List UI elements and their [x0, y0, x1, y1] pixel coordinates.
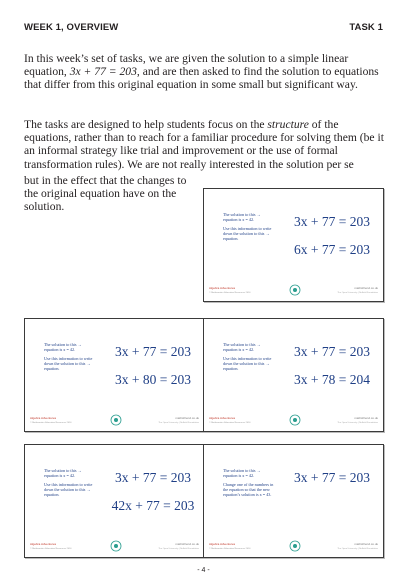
card-footer	[25, 537, 204, 550]
card-instructions	[223, 342, 275, 371]
card-fineprint: © Mathematics Education Resources 2016	[209, 548, 251, 550]
effect-paragraph: but in the effect that the changes to the original equation have on the solution.	[24, 174, 187, 214]
card-footer	[204, 411, 383, 424]
card-brand: Algebra Adventures	[209, 286, 236, 290]
card-instruction-text: Use this information to write down the solution to this → equation.	[44, 355, 93, 372]
design-emphasis: structure	[267, 118, 309, 131]
card-equation-top: 3x + 77 = 203	[115, 470, 191, 485]
card-line-2: equation is x = 42.	[223, 473, 255, 479]
card-instructions	[223, 212, 275, 241]
card-equation-top: 3x + 77 = 203	[294, 470, 370, 485]
card-line-2: equation is x = 42.	[44, 473, 76, 479]
card-line-1: The solution to this →	[44, 342, 82, 347]
card-fineprint: © Mathematics Education Resources 2016	[209, 292, 251, 294]
task-card-3	[203, 318, 384, 432]
circle-logo-icon	[110, 540, 122, 552]
card-site-fineprint: The Open University | Nuffield Foundation	[337, 292, 378, 294]
card-site: mathsfriend.co.uk	[354, 286, 378, 290]
card-instruction-text: Use this information to write down the solution to this → equation.	[223, 355, 272, 372]
card-site-fineprint: The Open University | Nuffield Foundation	[158, 548, 199, 550]
circle-logo-icon	[289, 284, 301, 296]
card-brand: Algebra Adventures	[209, 416, 236, 420]
card-instruction-text: Use this information to write down the solution to this → equation.	[44, 481, 93, 498]
design-text-2: of the equations, rather than to reach for a familiar procedure for solving them (be it an informal strategy like trial and improvement or the use of formal transformation rules). We are not really interested in the solution per se	[24, 118, 384, 171]
intro-text-2: , and are then asked to find the solution to equations that differ from this original equation in some small but significant way.	[24, 65, 379, 92]
card-equation-top: 3x + 77 = 203	[294, 214, 370, 229]
card-brand: Algebra Adventures	[30, 542, 57, 546]
card-line-1: The solution to this →	[223, 468, 261, 473]
card-site: mathsfriend.co.uk	[354, 416, 378, 420]
task-label: TASK 1	[349, 22, 383, 33]
card-site-fineprint: The Open University | Nuffield Foundation	[337, 548, 378, 550]
card-fineprint: © Mathematics Education Resources 2016	[30, 548, 72, 550]
intro-equation: 3x + 77 = 203	[69, 65, 137, 79]
card-equation-bottom: 3x + 78 = 204	[294, 372, 370, 387]
card-site: mathsfriend.co.uk	[354, 542, 378, 546]
card-site-fineprint: The Open University | Nuffield Foundation	[158, 422, 199, 424]
task-card-4	[24, 444, 205, 558]
card-fineprint: © Mathematics Education Resources 2016	[209, 422, 251, 424]
card-line-2: equation is x = 42.	[223, 347, 255, 353]
task-card-5	[203, 444, 384, 558]
circle-logo-icon	[289, 540, 301, 552]
card-site: mathsfriend.co.uk	[175, 416, 199, 420]
card-equation-top: 3x + 77 = 203	[294, 344, 370, 359]
card-site: mathsfriend.co.uk	[175, 542, 199, 546]
card-brand: Algebra Adventures	[209, 542, 236, 546]
card-equation-bottom: 6x + 77 = 203	[294, 242, 370, 257]
card-brand: Algebra Adventures	[30, 416, 57, 420]
design-text-1: The tasks are designed to help students focus on the	[24, 118, 268, 131]
card-line-1: The solution to this →	[44, 468, 82, 473]
task-card-2	[24, 318, 205, 432]
intro-paragraph	[24, 52, 384, 92]
card-line-1: The solution to this →	[223, 212, 261, 217]
card-line-2: equation is x = 42.	[223, 217, 255, 223]
circle-logo-icon	[110, 414, 122, 426]
card-equation-bottom: 3x + 80 = 203	[115, 372, 191, 387]
card-fineprint: © Mathematics Education Resources 2016	[30, 422, 72, 424]
card-equation-top: 3x + 77 = 203	[115, 344, 191, 359]
card-equation-bottom: 42x + 77 = 203	[111, 498, 195, 513]
card-footer	[204, 537, 383, 550]
task-card-1	[203, 188, 384, 302]
card-footer	[25, 411, 204, 424]
card-line-2: equation is x = 42.	[44, 347, 76, 353]
card-site-fineprint: The Open University | Nuffield Foundation	[337, 422, 378, 424]
card-instruction-text: Change one of the numbers in the equation so that the new equation’s solution is x = 43.	[223, 481, 274, 498]
circle-logo-icon	[289, 414, 301, 426]
design-paragraph	[24, 118, 384, 171]
card-instructions	[223, 468, 275, 497]
card-line-1: The solution to this →	[223, 342, 261, 347]
week-title: WEEK 1, OVERVIEW	[24, 22, 119, 33]
card-instruction-text: Use this information to write down the solution to this → equation.	[223, 225, 272, 242]
card-instructions	[44, 342, 96, 371]
page-number: - 4 -	[197, 567, 210, 574]
card-instructions	[44, 468, 96, 497]
intro-text-1: In this week’s set of tasks, we are given the solution to a simple linear equation,	[24, 52, 349, 79]
card-footer	[204, 281, 383, 294]
